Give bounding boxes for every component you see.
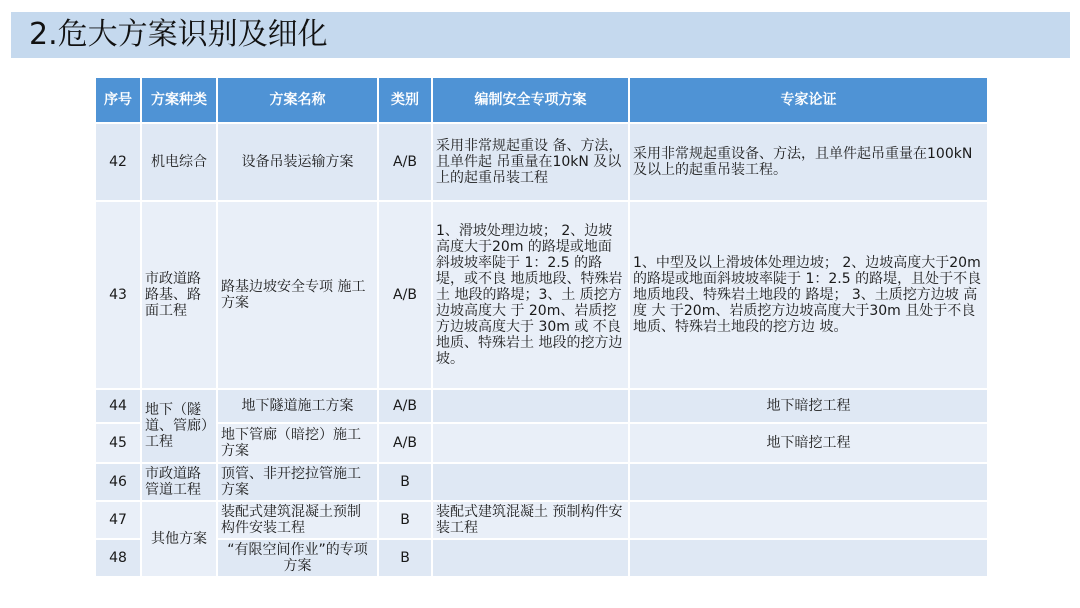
cell-safety-plan: 装配式建筑混凝土 预制构件安装工程 bbox=[432, 501, 629, 539]
table-row bbox=[95, 201, 988, 389]
cell-no: 43 bbox=[95, 201, 141, 389]
cell-name: 顶管、非开挖拉管施工方案 bbox=[217, 463, 378, 501]
table-row bbox=[95, 463, 988, 501]
cell-expert-review bbox=[629, 463, 988, 501]
cell-safety-plan bbox=[432, 463, 629, 501]
cell-no: 45 bbox=[95, 423, 141, 463]
table-row bbox=[95, 123, 988, 201]
cell-name: 路基边坡安全专项 施工方案 bbox=[217, 201, 378, 389]
cell-no: 47 bbox=[95, 501, 141, 539]
header-name: 方案名称 bbox=[217, 77, 378, 123]
plan-table bbox=[94, 76, 989, 578]
cell-name: 地下管廊（暗挖）施工方案 bbox=[217, 423, 378, 463]
cell-category: 机电综合 bbox=[141, 123, 217, 201]
cell-safety-plan: 采用非常规起重设 备、方法，且单件起 吊重量在10kN 及以上的起重吊装工程 bbox=[432, 123, 629, 201]
cell-name: “有限空间作业”的专项方案 bbox=[217, 539, 378, 577]
cell-expert-review bbox=[629, 539, 988, 577]
cell-name: 地下隧道施工方案 bbox=[217, 389, 378, 423]
cell-expert-review: 1、中型及以上滑坡体处理边坡； 2、边坡高度大于20m的路堤或地面斜坡坡率陡于 1：2.5 的路堤，且处于不良地质地段、特殊岩土地段的 路堤； 3、土质挖方边坡 高 度 大 于20m、岩质挖方边坡高度大于30m 且处于不良地质、特殊岩土地段的挖方边 坡。 bbox=[629, 201, 988, 389]
header-expert-review: 专家论证 bbox=[629, 77, 988, 123]
cell-class: A/B bbox=[378, 389, 432, 423]
table-row bbox=[95, 501, 988, 539]
header-no: 序号 bbox=[95, 77, 141, 123]
cell-safety-plan bbox=[432, 423, 629, 463]
cell-category: 市政道路路基、路面工程 bbox=[141, 201, 217, 389]
cell-safety-plan: 1、滑坡处理边坡； 2、边坡高度大于20m 的路堤或地面 斜坡坡率陡于 1：2.5 的路堤，或不良 地质地段、特殊岩土 地段的路堤；3、土 质挖方边坡高度大 于 20m、岩质挖方边坡高度大于 30m 或 不良地质、特殊岩土 地段的挖方边坡。 bbox=[432, 201, 629, 389]
cell-name: 装配式建筑混凝土预制构件安装工程 bbox=[217, 501, 378, 539]
cell-class: A/B bbox=[378, 423, 432, 463]
cell-class: B bbox=[378, 539, 432, 577]
header-class: 类别 bbox=[378, 77, 432, 123]
cell-category: 其他方案 bbox=[141, 501, 217, 577]
cell-category: 市政道路管道工程 bbox=[141, 463, 217, 501]
cell-no: 48 bbox=[95, 539, 141, 577]
cell-expert-review: 地下暗挖工程 bbox=[629, 423, 988, 463]
cell-category: 地下（隧道、管廊）工程 bbox=[141, 389, 217, 463]
cell-name: 设备吊装运输方案 bbox=[217, 123, 378, 201]
cell-expert-review: 采用非常规起重设备、方法，且单件起吊重量在100kN及以上的起重吊装工程。 bbox=[629, 123, 988, 201]
page-title: 2.危大方案识别及细化 bbox=[29, 17, 328, 52]
cell-no: 44 bbox=[95, 389, 141, 423]
table-row bbox=[95, 539, 988, 577]
cell-class: B bbox=[378, 501, 432, 539]
title-bar bbox=[11, 12, 1070, 58]
header-safety-plan: 编制安全专项方案 bbox=[432, 77, 629, 123]
cell-class: A/B bbox=[378, 201, 432, 389]
cell-expert-review: 地下暗挖工程 bbox=[629, 389, 988, 423]
table-header-row bbox=[95, 77, 988, 123]
cell-class: B bbox=[378, 463, 432, 501]
cell-safety-plan bbox=[432, 539, 629, 577]
cell-no: 46 bbox=[95, 463, 141, 501]
cell-class: A/B bbox=[378, 123, 432, 201]
header-category: 方案种类 bbox=[141, 77, 217, 123]
cell-safety-plan bbox=[432, 389, 629, 423]
table-row bbox=[95, 423, 988, 463]
cell-no: 42 bbox=[95, 123, 141, 201]
cell-expert-review bbox=[629, 501, 988, 539]
table-row bbox=[95, 389, 988, 423]
